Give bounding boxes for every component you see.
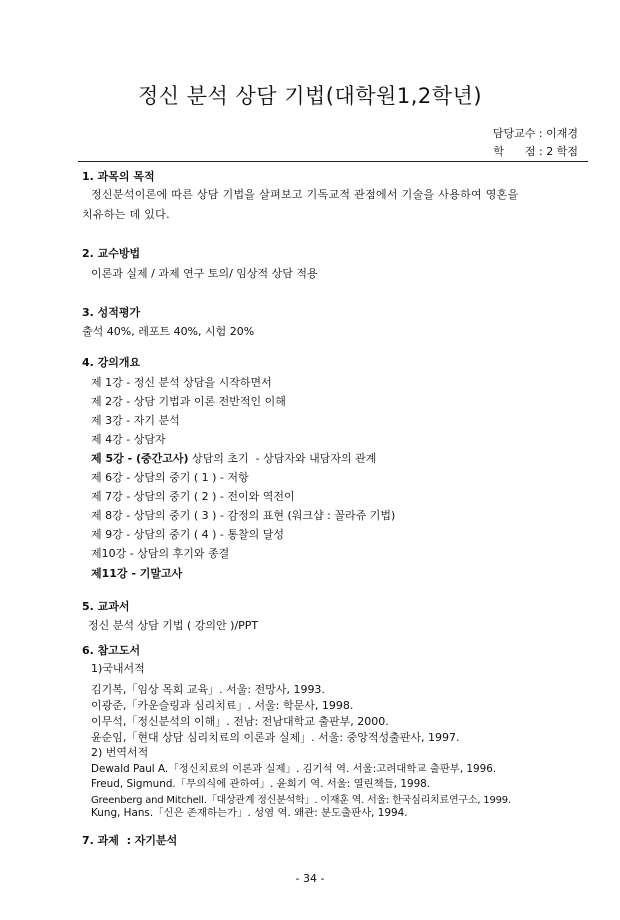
translated-label: 2) 번역서적 [91,746,149,759]
lecture-item: 제 7강 - 상담의 중기 ( 2 ) - 전이와 역전이 [91,490,295,503]
section-heading: 1. 과목의 목적 [82,170,155,183]
section-heading: 6. 참고도서 [82,644,141,657]
lecture-item: 제 4강 - 상담자 [91,433,166,446]
page-title: 정신 분석 상담 기법(대학원1,2학년) [137,84,483,108]
midterm-topic: 상담의 초기 - 상담자와 내담자의 관계 [188,452,377,465]
lecture-item: 제 2강 - 상담 기법과 이론 전반적인 이해 [91,395,286,408]
section-assignment [82,832,592,848]
lecture-item: 제10강 - 상담의 후기와 종결 [91,547,230,560]
reference-item: 김기복,「임상 목회 교육」. 서울: 전망사, 1993. [91,683,325,696]
reference-item: Kung, Hans.「신은 존재하는가」. 성염 역. 왜관: 분도출판사, 1994. [91,807,408,819]
professor-line: 담당교수 : 이재경 [492,127,578,140]
purpose-line-2: 치유하는 데 있다. [82,208,170,221]
reference-item: 윤순임,「현대 상담 심리치료의 이론과 실제」. 서울: 중앙적성출판사, 1997. [91,731,460,744]
lecture-item: 제 9강 - 상담의 중기 ( 4 ) - 통찰의 달성 [91,528,284,541]
reference-item: Dewald Paul A.「정신치료의 이론과 실제」. 김기석 역. 서울:고려대학교 출판부, 1996. [91,763,497,775]
purpose-text [91,186,591,202]
section-heading: 7. 과제 : 자기분석 [82,834,178,847]
reference-item: 이무석,「정신분석의 이해」. 전남: 전남대학교 출판부, 2000. [91,715,389,728]
section-method [82,245,592,261]
domestic-label: 1)국내서적 [91,662,145,675]
section-heading: 3. 성적평가 [82,306,141,319]
lecture-item: 제 6강 - 상담의 중기 ( 1 ) - 저항 [91,471,249,484]
grading-text [82,323,592,339]
section-textbook [82,598,592,614]
lecture-item: 제 1강 - 정신 분석 상담을 시작하면서 [91,376,272,389]
purpose-text-2 [82,206,592,222]
grading-line: 출석 40%, 레포트 40%, 시험 20% [82,325,255,338]
section-heading: 2. 교수방법 [82,247,141,260]
method-line: 이론과 실제 / 과제 연구 토의/ 임상적 상담 적용 [91,267,318,280]
textbook-text [88,617,598,633]
method-text [91,265,601,281]
lecture-item-midterm [91,450,376,466]
page-number: - 34 - [295,872,325,885]
section-grading [82,304,592,320]
credits-line: 학 점 : 2 학점 [493,145,578,158]
textbook-line: 정신 분석 상담 기법 ( 강의안 )/PPT [88,619,259,632]
section-overview [82,354,592,370]
section-purpose [82,168,592,184]
reference-item: Greenberg and Mitchell.「대상관계 정신분석학」. 이재훈 역. 서울: 한국심리치료연구소, 1999. [91,795,511,806]
reference-item: Freud, Sigmund.「무의식에 관하여」. 윤희기 역. 서울: 열린책들, 1998. [91,778,431,790]
section-references [82,642,592,658]
lecture-item: 제 3강 - 자기 분석 [91,414,180,427]
header-divider [78,161,588,162]
lecture-item: 제 8강 - 상담의 중기 ( 3 ) - 감정의 표현 (워크샵 : 꼴라쥬 기법) [91,509,396,522]
section-heading: 5. 교과서 [82,600,130,613]
reference-item: 이광준,「카운슬링과 심리치료」. 서울: 학문사, 1998. [91,699,354,712]
midterm-label: 제 5강 - (중간고사) [91,452,189,465]
section-heading: 4. 강의개요 [82,356,141,369]
lecture-item-final: 제11강 - 기말고사 [91,567,183,580]
purpose-line-1: 정신분석이론에 따른 상담 기법을 살펴보고 기독교적 관점에서 기술을 사용하여 영혼을 [91,188,519,201]
